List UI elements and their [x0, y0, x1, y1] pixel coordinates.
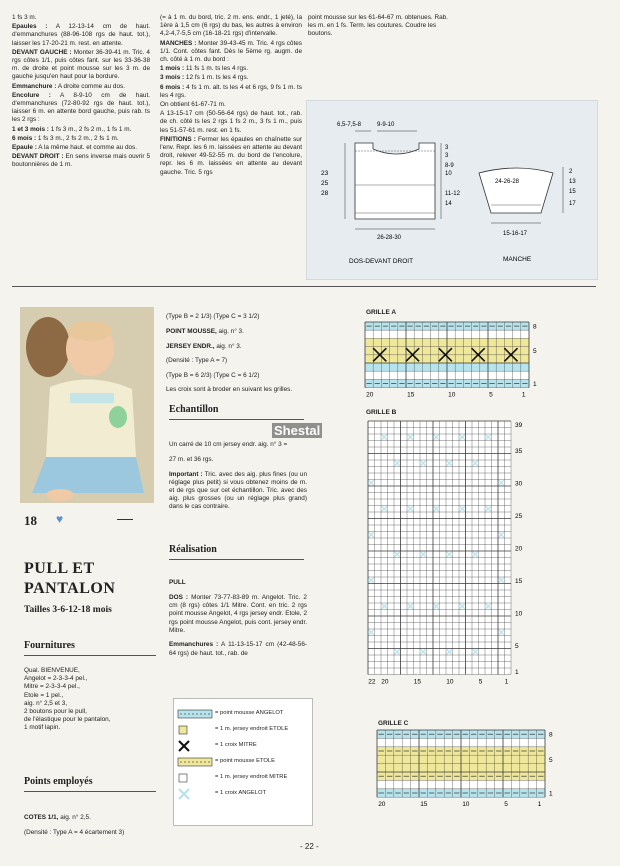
- legend-label: = 1 croix MITRE: [215, 742, 257, 748]
- pattern-paragraph-lead: Epaules :: [12, 23, 48, 31]
- stitch-paragraph-text: (Type B = 6 2/3) (Type C = 6 1/2): [166, 371, 260, 379]
- body-top-label-2: 9-9-10: [377, 122, 395, 128]
- instruction-paragraph-lead: Emmanchures :: [169, 641, 219, 649]
- pattern-paragraph: [12, 135, 150, 143]
- pattern-paragraph: [160, 74, 302, 82]
- legend-item: [178, 785, 308, 801]
- body-left-label-1: 23: [321, 170, 329, 177]
- legend-item: [178, 721, 308, 737]
- pattern-paragraph-lead: 1 et 3 mois :: [12, 125, 49, 133]
- stitch-paragraph-text: aig. n° 2,5.: [58, 814, 91, 822]
- grid-col-label: 5: [478, 678, 483, 686]
- pattern-paragraph-text: 4 fs 1 m. alt. ts les 4 et 6 rgs, 9 fs 1 m. ts les 4 rgs.: [160, 83, 302, 99]
- stitch-paragraph: [166, 313, 308, 321]
- grid-row-label: 20: [515, 545, 523, 553]
- stitch-paragraph: [166, 328, 308, 336]
- supply-item: de l'élastique pour le pantalon,: [24, 716, 111, 724]
- points-list: [24, 808, 164, 844]
- legend-item: [178, 769, 308, 785]
- stitch-paragraph: [24, 814, 164, 822]
- pattern-paragraph-lead: FINITIONS :: [160, 135, 196, 143]
- legend-label: = point mousse ANGELOT: [215, 710, 284, 716]
- pattern-paragraph-text: 12 fs 1 m. ts les 4 rgs.: [184, 74, 249, 82]
- legend-label: = point mousse ETOLE: [215, 758, 275, 764]
- pattern-paragraph: [12, 126, 150, 134]
- supply-item: Mitre = 2-3-3-4 pel.,: [24, 683, 80, 691]
- supply-item: 2 boutons pour le pull,: [24, 708, 87, 716]
- grid-col-label: 15: [413, 678, 421, 686]
- supply-item: Qual. BIENVENUE,: [24, 667, 80, 674]
- instruction-paragraph: [169, 641, 307, 657]
- mousse-cyan-swatch-icon: [178, 709, 212, 718]
- body-bottom-label: 26-28-30: [377, 235, 402, 241]
- pattern-paragraph: [12, 153, 150, 169]
- watermark: Shestal: [274, 423, 321, 438]
- stitch-paragraph: [166, 386, 308, 394]
- pattern-paragraph-lead: DEVANT DROIT :: [12, 153, 64, 161]
- pattern-paragraph-lead: Epaule :: [12, 144, 37, 152]
- jersey-white-swatch-icon: [178, 773, 212, 782]
- grille-b: [360, 417, 580, 699]
- bunny-motif-mark: [117, 519, 133, 520]
- supply-item: Angelot = 2-3-3-4 pel.,: [24, 675, 88, 683]
- fournitures-rule: [24, 655, 156, 656]
- top-column-1: [12, 14, 150, 171]
- pattern-paragraph-text: Monter 39-43-45 m. Tric. 4 rgs côtes 1/1. Cont. côtes fant. Dès le 5ème rg. augm. de ch. côté à 1 m. du bord :: [160, 39, 302, 64]
- body-outline: [355, 143, 435, 219]
- fournitures-list: [24, 667, 158, 733]
- pattern-paragraph-text: 11 fs 1 m. ts les 4 rgs.: [184, 65, 248, 73]
- pattern-paragraph-text: On obtient 61-67-71 m.: [160, 101, 226, 109]
- stitch-paragraph-text: aig. n° 3.: [216, 327, 244, 335]
- grid-col-label: 5: [489, 391, 493, 399]
- pattern-paragraph-text: Monter 36-39-41 m. Tric. 4 rgs côtes 1/1, puis côtes fant. sur les 33-36-38 m. de droite et point mousse sur les 3 m. de gauche jusqu'en haut pour la bordure.: [12, 48, 150, 81]
- pattern-paragraph-text: (= à 1 m. du bord, tric. 2 m. ens. endr., 1 jeté), la 1ère à 1,5 cm (6 rgs) du bas, les autres à environ 4,2-4,7-5,5 cm (16-18-21 rgs) d'intervalle.: [160, 14, 302, 38]
- sleeve-caption: MANCHE: [503, 256, 532, 263]
- stitch-paragraph: [166, 372, 308, 380]
- legend-item: [178, 705, 308, 721]
- supply-item: aig. n° 2,5 et 3,: [24, 699, 68, 707]
- pattern-paragraph: [160, 101, 302, 109]
- pattern-paragraph: [160, 14, 302, 39]
- baby-illustration: [20, 307, 154, 503]
- pattern-paragraph-lead: 3 mois :: [160, 74, 185, 82]
- body-right-label-6: 14: [445, 201, 452, 207]
- mousse-yellow-swatch-icon: [178, 757, 212, 766]
- pattern-paragraph-text: A droite comme au dos.: [56, 82, 125, 90]
- grid-col-label: 22: [368, 678, 376, 686]
- realisation-text: [169, 573, 307, 664]
- stitch-paragraph: [166, 343, 308, 351]
- echantillon-text: [169, 435, 307, 518]
- grid-col-label: 20: [378, 801, 386, 809]
- grid-col-label: 20: [381, 678, 389, 686]
- pattern-paragraph-lead: Encolure :: [12, 91, 51, 99]
- pattern-paragraph-lead: DEVANT GAUCHE :: [12, 48, 72, 56]
- divider-top: [12, 286, 596, 287]
- pattern-paragraph-text: En sens inverse mais ouvrir 5 boutonnières de 1 m.: [12, 153, 150, 169]
- fournitures-heading: Fournitures: [24, 640, 75, 651]
- pattern-paragraph: [12, 144, 150, 152]
- grid-row-label: 5: [549, 756, 553, 764]
- pattern-paragraph-lead: 1 mois :: [160, 65, 185, 73]
- pattern-paragraph-lead: Emmanchure :: [12, 82, 57, 90]
- points-rule: [24, 791, 156, 792]
- gauge-paragraph-text: 27 m. et 36 rgs.: [169, 455, 214, 463]
- top-column-2: [160, 14, 302, 178]
- grid-col-label: 10: [446, 678, 454, 686]
- legend-item: [178, 737, 308, 753]
- pattern-paragraph: [160, 40, 302, 65]
- body-top-label-1: 6,5-7,5-8: [337, 122, 362, 128]
- grid-row-label: 1: [515, 668, 519, 676]
- grille-c-title: GRILLE C: [378, 720, 409, 727]
- grid-row-label: 15: [515, 577, 523, 585]
- echantillon-rule: [169, 419, 304, 420]
- pattern-paragraph-text: A la même haut. et comme au dos.: [36, 144, 138, 152]
- pattern-paragraph: [160, 65, 302, 73]
- stitch-paragraph-text: (Densité : Type A = 4 écartement 3): [24, 828, 125, 836]
- grid-row-label: 8: [549, 731, 553, 739]
- realisation-rule: [169, 559, 304, 560]
- schematic-panel: [306, 100, 598, 280]
- gauge-paragraph: [169, 471, 307, 512]
- stitch-paragraph-text: (Densité : Type A = 7): [166, 357, 228, 365]
- body-left-label-2: 25: [321, 180, 329, 187]
- instruction-paragraph-lead: PULL: [169, 579, 186, 587]
- grid-row-label: 8: [533, 323, 537, 331]
- supply-item: 1 motif lapin.: [24, 724, 61, 732]
- instruction-paragraph-lead: DOS :: [169, 593, 189, 601]
- grid-col-label: 20: [366, 391, 374, 399]
- pattern-paragraph-text: 1 fs 3 m.: [12, 14, 37, 21]
- body-right-label-1: 3: [445, 145, 449, 151]
- points-heading: Points employés: [24, 776, 93, 787]
- heart-icon: ♥: [56, 512, 64, 526]
- sleeve-top-label: 24-26-28: [495, 179, 520, 185]
- page-number: - 22 -: [300, 842, 319, 851]
- body-right-label-2: 3: [445, 153, 449, 159]
- pattern-paragraph: [160, 84, 302, 100]
- pattern-paragraph: [12, 23, 150, 48]
- gauge-paragraph-text: Un carré de 10 cm jersey endr. aig. n° 3 =: [169, 441, 288, 449]
- echantillon-heading: Echantillon: [169, 404, 219, 415]
- sleeve-bottom-label: 15-16-17: [503, 231, 528, 237]
- instruction-paragraph-text: A 11-13-15-17 cm (42-48-56-64 rgs) de haut. tot., rab. de: [169, 641, 308, 657]
- grid-col-label: 15: [407, 391, 415, 399]
- realisation-heading: Réalisation: [169, 544, 217, 555]
- grid-row-label: 5: [515, 642, 519, 650]
- product-sizes: Tailles 3-6-12-18 mois: [24, 605, 112, 615]
- pattern-paragraph-text: 1 fs 3 m., 2 fs 2 m., 1 fs 1 m.: [48, 125, 132, 133]
- sleeve-right-label-4: 17: [569, 201, 576, 207]
- grid-row-label: 10: [515, 610, 523, 618]
- stitch-paragraph-lead: POINT MOUSSE,: [166, 327, 217, 335]
- pattern-paragraph-text: Fermer les épaules en chaînette sur l'env. Repr. les 6 m. laissées en attente au devant droit, relever 49-52-55 m. du bord de l'encolure, repr. les 6 m. laissées en attente au devant gauche. Tric. 5 rgs: [160, 135, 302, 176]
- grid-col-label: 1: [537, 801, 542, 809]
- grille-c: [372, 728, 572, 809]
- pattern-paragraph-text: 1 fs 3 m., 2 fs 2 m., 2 fs 1 m.: [36, 134, 119, 142]
- body-right-label-4: 10: [445, 171, 452, 177]
- stitch-paragraph-lead: COTES 1/1,: [24, 814, 59, 822]
- pattern-paragraph-text: A 13-15-17 cm (50-56-64 rgs) de haut. tot., rab. de ch. côté ts les 2 rgs 1 fs 2 m., 3 fs 1 m., puis les 51-57-61 m. rest. en 1 fs.: [160, 110, 302, 134]
- instruction-paragraph-text: Monter 73-77-83-89 m. Angelot. Tric. 2 cm (8 rgs) côtes 1/1 Mitre. Cont. en tric. 2 rgs point mousse Angelot, 4 rgs jersey endr. Etole, 2 rgs point mousse Angelot, puis cont. jersey endr. Mitre.: [169, 593, 307, 634]
- product-number: 18: [24, 513, 37, 528]
- grid-row-label: 1: [549, 790, 553, 798]
- instruction-paragraph: [169, 594, 307, 635]
- baby-photo: [20, 307, 154, 503]
- grid-col-label: 1: [521, 391, 526, 399]
- body-right-label-5: 11-12: [445, 191, 460, 197]
- sleeve-right-label-1: 2: [569, 169, 573, 175]
- gauge-paragraph-lead: Important :: [169, 470, 203, 478]
- legend-item: [178, 753, 308, 769]
- pattern-paragraph: [12, 49, 150, 82]
- pattern-paragraph: [160, 136, 302, 177]
- grille-a: [360, 318, 560, 399]
- cross-black-swatch-icon: [178, 741, 212, 750]
- jersey-yellow-swatch-icon: [178, 725, 212, 734]
- sleeve-outline: [479, 168, 553, 213]
- stitch-paragraph-text: aig. n° 3.: [214, 342, 242, 350]
- sleeve-right-label-3: 15: [569, 189, 576, 195]
- legend-label: = 1 m. jersey endroit ETOLE: [215, 726, 289, 732]
- pattern-paragraph-text: point mousse sur les 61-64-67 m. obtenues. Rab. les m. en 1 fs. Term. les coutures. Coudre les boutons.: [308, 14, 448, 38]
- stitch-paragraph: [166, 357, 308, 365]
- supply-item: Etole = 1 pel.,: [24, 691, 64, 699]
- grid-col-label: 1: [504, 678, 509, 686]
- stitch-paragraph-lead: JERSEY ENDR.,: [166, 342, 215, 350]
- legend-box: [173, 698, 313, 826]
- pattern-paragraph-text: A 8-9-10 cm de haut. d'emmanchures (72-80-92 rgs de haut. tot.), laisser 6 m. en attente bord gauche, puis rab. ts les 2 rgs :: [12, 91, 151, 124]
- top-column-3: [308, 14, 448, 40]
- product-title-line2: PANTALON: [24, 580, 116, 597]
- schematic-drawing: [307, 101, 597, 279]
- pattern-paragraph: [308, 14, 448, 39]
- body-left-label-3: 28: [321, 190, 329, 197]
- grid-col-label: 15: [420, 801, 428, 809]
- body-right-label-3: 8-9: [445, 163, 454, 169]
- legend-label: = 1 croix ANGELOT: [215, 790, 267, 796]
- sleeve-right-label-2: 13: [569, 179, 576, 185]
- grid-col-label: 5: [504, 801, 508, 809]
- grid-row-label: 35: [515, 447, 523, 455]
- stitch-paragraph-text: Les croix sont à broder en suivant les grilles.: [166, 386, 293, 394]
- pattern-paragraph-lead: 6 mois :: [12, 134, 37, 142]
- body-caption: DOS-DEVANT DROIT: [349, 258, 414, 265]
- gauge-paragraph: [169, 456, 307, 464]
- grid-row-label: 30: [515, 480, 523, 488]
- pattern-paragraph: [160, 110, 302, 135]
- grille-a-title: GRILLE A: [366, 309, 397, 316]
- pattern-paragraph-lead: 6 mois :: [160, 83, 185, 91]
- grid-row-label: 1: [533, 381, 537, 388]
- grid-row-label: 39: [515, 421, 523, 429]
- grille-b-title: GRILLE B: [366, 409, 397, 416]
- grid-row-label: 25: [515, 512, 523, 520]
- middle-top-text: [166, 307, 308, 401]
- grid-row-label: 5: [533, 348, 537, 356]
- pattern-paragraph: [12, 83, 150, 91]
- stitch-paragraph-text: (Type B = 2 1/3) (Type C = 3 1/2): [166, 313, 260, 321]
- instruction-paragraph: [169, 579, 307, 587]
- gauge-paragraph: [169, 441, 307, 449]
- gauge-paragraph-text: Tric. avec des aig. plus fines (ou un réglage plus petit) si vous obtenez moins de m. et de rgs que sur cet échantillon. Tric. avec des aig. plus grosses (ou un réglage plus grand) dans le cas contraire.: [169, 470, 307, 511]
- pattern-paragraph: [12, 14, 150, 22]
- product-title-line1: PULL ET: [24, 560, 95, 577]
- pattern-paragraph-lead: MANCHES :: [160, 39, 197, 47]
- grid-col-label: 10: [462, 801, 470, 809]
- pattern-paragraph: [12, 92, 150, 125]
- grid-col-label: 10: [448, 391, 456, 399]
- legend-label: = 1 m. jersey endroit MITRE: [215, 774, 288, 780]
- cross-cyan-swatch-icon: [178, 789, 212, 798]
- stitch-paragraph: [24, 829, 164, 837]
- pattern-paragraph-text: A 12-13-14 cm de haut. d'emmanchures (88-96-108 rgs de haut. tot.), laisser les 17-20-21 m. rest. en attente.: [12, 23, 150, 47]
